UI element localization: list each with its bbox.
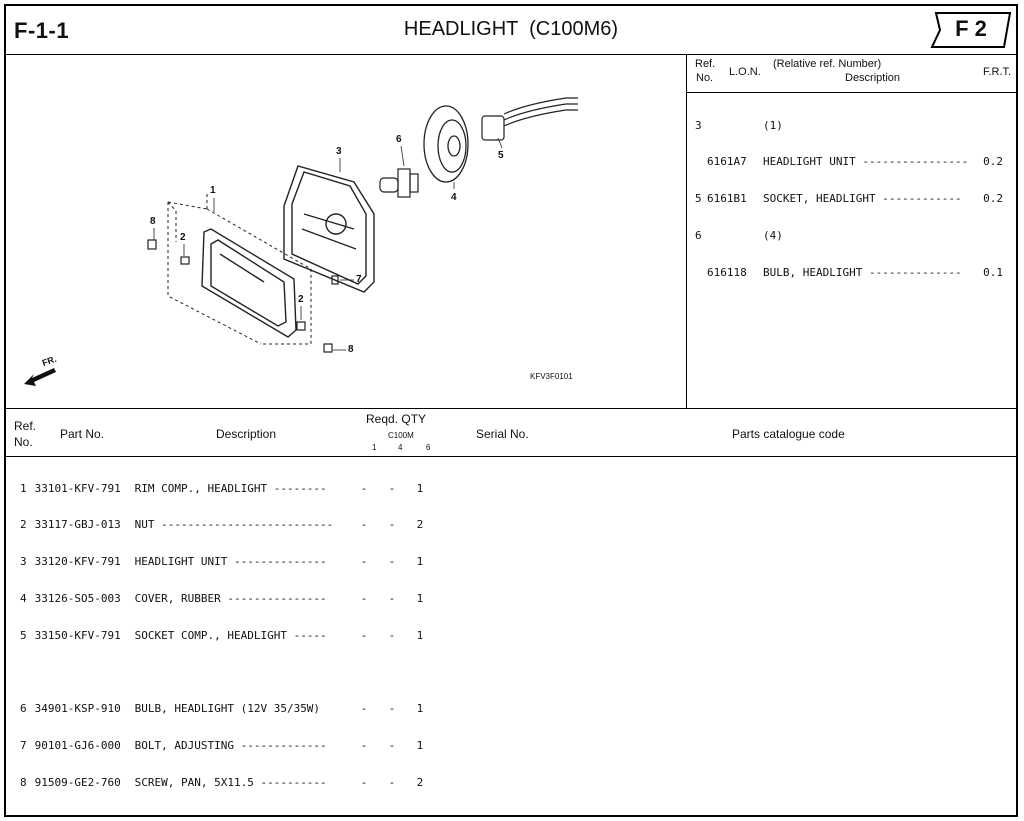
figure-code: KFV3F0101 (530, 372, 573, 381)
leader-lines (154, 138, 502, 350)
lon-row (695, 193, 1003, 205)
model-header: C100M (388, 431, 414, 440)
lon-row-frt: 0.1 (983, 266, 1003, 280)
row-ref: 7 (20, 739, 27, 753)
callout-5: 5 (498, 150, 504, 161)
row-description: SCREW, PAN, 5X11.5 ---------- (134, 775, 327, 789)
callout-2a: 2 (180, 232, 186, 243)
row-part-no: 33117-GBJ-013 (34, 518, 121, 532)
row-qty-1: - (360, 481, 368, 495)
lon-row-ref: 3 (695, 118, 702, 132)
row-description: COVER, RUBBER --------------- (134, 591, 327, 605)
lon-row-desc: SOCKET, HEADLIGHT ------------ (763, 192, 962, 206)
table-row (20, 483, 423, 495)
table-row (20, 519, 423, 531)
row-qty-6: 1 (416, 739, 424, 753)
row-part-no: 33126-SO5-003 (34, 591, 121, 605)
row-qty-4: - (388, 739, 396, 753)
reqd-qty-header: Reqd. QTY (366, 412, 427, 426)
table-row (20, 556, 423, 568)
lon-row (695, 267, 1003, 279)
row-ref: 1 (20, 481, 27, 495)
rim-comp-part (202, 229, 296, 337)
row-qty-6: 1 (416, 628, 424, 642)
row-ref: 3 (20, 555, 27, 569)
catalogue-code-header: Parts catalogue code (732, 427, 845, 441)
callout-8a: 8 (150, 216, 156, 227)
table-row (20, 703, 423, 715)
row-qty-4: - (388, 628, 396, 642)
lon-row (695, 230, 1003, 242)
lon-relative-header: (Relative ref. Number) (773, 58, 882, 70)
callout-1: 1 (210, 185, 216, 196)
lon-row-desc: BULB, HEADLIGHT -------------- (763, 266, 962, 280)
row-description: BOLT, ADJUSTING ------------- (134, 739, 327, 753)
row-description: SOCKET COMP., HEADLIGHT ----- (134, 628, 327, 642)
row-qty-4: - (388, 775, 396, 789)
row-description: NUT -------------------------- (134, 518, 334, 532)
row-qty-4: - (388, 702, 396, 716)
qty-col-4: 4 (398, 443, 403, 452)
front-label: FR. (40, 353, 58, 369)
rubber-cover-part (424, 106, 468, 182)
page-title: HEADLIGHT (C100M6) (403, 18, 619, 40)
figure-tab-label: F 2 (955, 16, 987, 41)
table-row (20, 630, 423, 642)
page-frame (4, 4, 1018, 817)
row-qty-1: - (360, 739, 368, 753)
group-spacer (20, 667, 423, 679)
row-qty-1: - (360, 775, 368, 789)
lon-table (687, 54, 1016, 409)
lon-description-header: Description (845, 72, 901, 84)
lon-row-ref: 6 (695, 229, 702, 243)
row-part-no: 33120-KFV-791 (34, 555, 121, 569)
lon-table-body (695, 95, 1003, 304)
description-header: Description (216, 427, 277, 441)
qty-col-1: 1 (372, 443, 377, 452)
row-part-no: 33150-KFV-791 (34, 628, 121, 642)
lon-row-ref: 5 (695, 192, 702, 206)
lon-no-header: No. (696, 72, 714, 84)
qty-col-6: 6 (426, 443, 431, 452)
row-qty-4: - (388, 591, 396, 605)
table-row (20, 740, 423, 752)
callout-8b: 8 (348, 344, 354, 355)
callout-2b: 2 (298, 294, 304, 305)
lon-row-desc: (4) (763, 229, 783, 243)
lon-row-lon: 616118 (707, 266, 747, 280)
lon-table-header (687, 54, 1016, 93)
callout-4: 4 (451, 192, 457, 203)
parts-ref-header: Ref. (14, 419, 37, 433)
lon-row-frt: 0.2 (983, 155, 1003, 169)
exploded-diagram (6, 54, 687, 409)
lon-row (695, 156, 1003, 168)
lon-lon-header: L.O.N. (729, 66, 761, 78)
table-row (20, 593, 423, 605)
figure-tab (930, 10, 1012, 50)
row-description: BULB, HEADLIGHT (12V 35/35W) (134, 702, 321, 716)
row-qty-4: - (388, 555, 396, 569)
parts-table-header (6, 409, 1016, 457)
row-ref: 2 (20, 518, 27, 532)
row-description: HEADLIGHT UNIT -------------- (134, 555, 327, 569)
lon-row-desc: (1) (763, 118, 783, 132)
row-qty-6: 1 (416, 591, 424, 605)
bulb-part (380, 169, 418, 197)
row-part-no: 33101-KFV-791 (34, 481, 121, 495)
rim-assembly-box (168, 194, 311, 344)
socket-part (482, 98, 578, 140)
row-qty-6: 1 (416, 481, 424, 495)
callout-7: 7 (356, 274, 362, 285)
row-qty-6: 2 (416, 775, 424, 789)
page-header (6, 6, 1016, 55)
small-parts (148, 240, 338, 352)
callout-6: 6 (396, 134, 402, 145)
row-ref: 6 (20, 702, 27, 716)
lon-ref-header: Ref. (695, 58, 716, 70)
row-part-no: 34901-KSP-910 (34, 702, 121, 716)
row-part-no: 91509-GE2-760 (34, 775, 121, 789)
row-qty-6: 2 (416, 518, 424, 532)
section-code: F-1-1 (14, 18, 70, 43)
parts-no-header: No. (14, 435, 33, 449)
row-qty-1: - (360, 628, 368, 642)
row-qty-1: - (360, 518, 368, 532)
front-arrow-icon (24, 368, 56, 386)
callout-3: 3 (336, 146, 342, 157)
lon-row-frt: 0.2 (983, 192, 1003, 206)
lon-row-desc: HEADLIGHT UNIT ---------------- (763, 155, 969, 169)
lon-row-lon: 6161A7 (707, 155, 747, 169)
row-qty-6: 1 (416, 555, 424, 569)
row-qty-1: - (360, 555, 368, 569)
row-qty-4: - (388, 481, 396, 495)
row-ref: 4 (20, 591, 27, 605)
row-ref: 8 (20, 775, 27, 789)
parts-table-body (20, 458, 423, 814)
serial-no-header: Serial No. (476, 427, 529, 441)
lon-row-lon: 6161B1 (707, 192, 747, 206)
row-part-no: 90101-GJ6-000 (34, 739, 121, 753)
row-qty-4: - (388, 518, 396, 532)
headlight-illustration (6, 54, 686, 408)
part-no-header: Part No. (60, 427, 105, 441)
row-description: RIM COMP., HEADLIGHT -------- (134, 481, 327, 495)
lon-frt-header: F.R.T. (983, 66, 1012, 78)
row-qty-1: - (360, 702, 368, 716)
row-qty-1: - (360, 591, 368, 605)
table-row (20, 777, 423, 789)
row-qty-6: 1 (416, 702, 424, 716)
lon-row (695, 120, 1003, 132)
row-ref: 5 (20, 628, 27, 642)
